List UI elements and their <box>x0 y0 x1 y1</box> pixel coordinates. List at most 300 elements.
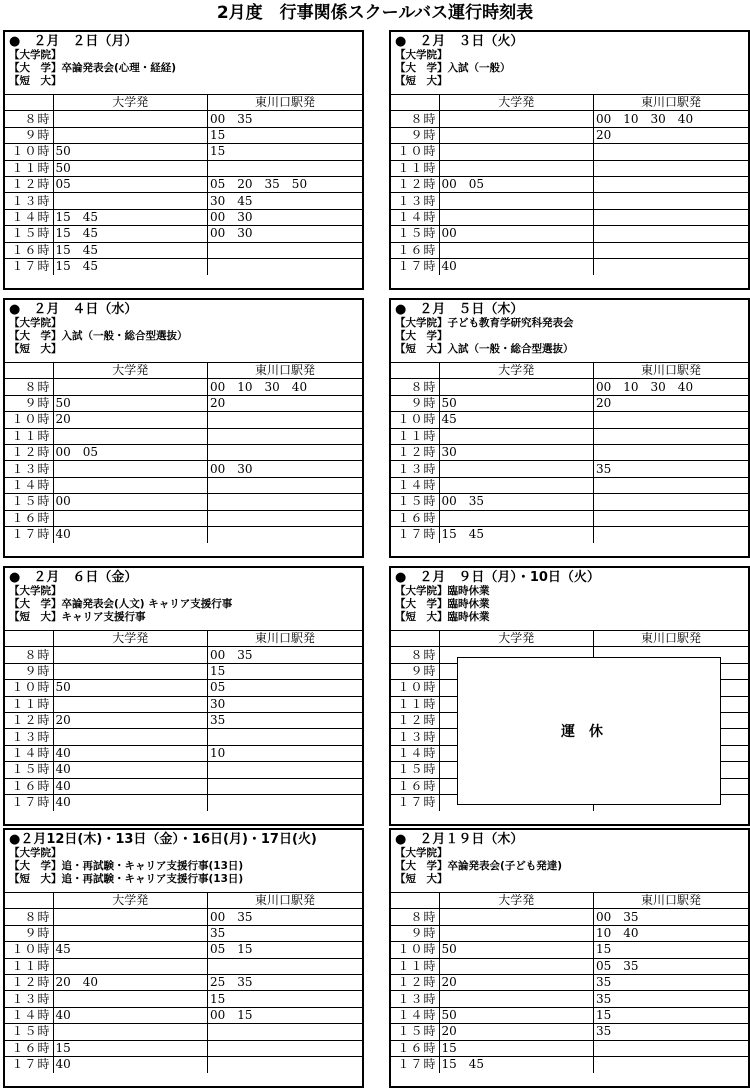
table-row <box>391 925 748 941</box>
hour-cell: １７時 <box>5 794 53 810</box>
hour-cell: １１時 <box>5 160 53 176</box>
station-departure-cell: 20 <box>594 127 749 143</box>
hour-column-header <box>391 893 439 909</box>
station-departure-cell <box>594 242 749 258</box>
table-row <box>5 712 362 728</box>
table-row <box>5 226 362 242</box>
from-station-header: 東川口駅発 <box>208 893 363 909</box>
station-departure-cell: 15 <box>594 1007 749 1023</box>
panel-header <box>5 830 362 892</box>
hour-cell: ９時 <box>5 663 53 679</box>
hour-cell: １２時 <box>5 712 53 728</box>
table-row <box>5 144 362 160</box>
univ-departure-cell: 20 <box>53 412 208 428</box>
hour-cell: １１時 <box>391 696 439 712</box>
station-departure-cell <box>594 193 749 209</box>
table-row <box>5 778 362 794</box>
station-departure-cell <box>208 258 363 274</box>
univ-departure-cell: 50 <box>439 942 594 958</box>
station-departure-cell <box>594 226 749 242</box>
univ-departure-cell <box>53 729 208 745</box>
univ-departure-cell: 50 <box>53 160 208 176</box>
hour-cell: １２時 <box>5 176 53 192</box>
station-departure-cell: 15 <box>208 663 363 679</box>
station-departure-cell: 15 <box>208 991 363 1007</box>
table-row <box>391 144 748 160</box>
table-row <box>391 258 748 274</box>
table-row <box>5 176 362 192</box>
table-row <box>391 958 748 974</box>
table-row <box>5 428 362 444</box>
station-departure-cell: 30 <box>208 696 363 712</box>
from-station-header: 東川口駅発 <box>594 363 749 379</box>
table-row <box>391 942 748 958</box>
hour-column-header <box>5 363 53 379</box>
hour-cell: １０時 <box>391 144 439 160</box>
graduate-line: 【大学院】 <box>9 317 62 329</box>
station-departure-cell: 30 45 <box>208 193 363 209</box>
table-row <box>5 762 362 778</box>
univ-departure-cell: 05 <box>53 176 208 192</box>
table-row <box>5 942 362 958</box>
table-row <box>391 444 748 460</box>
univ-departure-cell: 40 <box>439 258 594 274</box>
univ-departure-cell <box>53 925 208 941</box>
table-row <box>5 909 362 925</box>
table-row <box>5 395 362 411</box>
station-departure-cell: 05 20 35 50 <box>208 176 363 192</box>
table-row <box>391 510 748 526</box>
univ-departure-cell <box>53 127 208 143</box>
table-row <box>391 1040 748 1056</box>
univ-departure-cell <box>439 111 594 127</box>
hour-cell: １７時 <box>391 794 439 810</box>
univ-departure-cell: 50 <box>53 680 208 696</box>
university-line: 【大 学】卒論発表会(心理・経経) <box>9 62 177 74</box>
hour-cell: １４時 <box>391 477 439 493</box>
univ-departure-cell <box>53 510 208 526</box>
station-departure-cell <box>208 729 363 745</box>
table-row <box>5 974 362 990</box>
station-departure-cell: 00 35 <box>594 909 749 925</box>
station-departure-cell: 00 35 <box>208 111 363 127</box>
station-departure-cell: 15 <box>208 127 363 143</box>
hour-cell: １５時 <box>391 494 439 510</box>
from-univ-header: 大学発 <box>439 95 594 111</box>
station-departure-cell <box>208 794 363 810</box>
univ-departure-cell <box>53 111 208 127</box>
panel-header <box>391 32 748 94</box>
hour-cell: １２時 <box>391 176 439 192</box>
timetable <box>5 892 362 1073</box>
graduate-line: 【大学院】 <box>395 847 448 859</box>
station-departure-cell <box>594 1040 749 1056</box>
univ-departure-cell <box>53 958 208 974</box>
hour-cell: １６時 <box>5 242 53 258</box>
univ-departure-cell: 45 <box>439 412 594 428</box>
station-departure-cell <box>594 510 749 526</box>
univ-departure-cell <box>439 925 594 941</box>
table-row <box>391 477 748 493</box>
hour-cell: １６時 <box>5 778 53 794</box>
station-departure-cell: 35 <box>208 925 363 941</box>
univ-departure-cell <box>439 144 594 160</box>
table-row <box>5 111 362 127</box>
univ-departure-cell <box>439 991 594 1007</box>
station-departure-cell <box>208 494 363 510</box>
hour-cell: １５時 <box>5 226 53 242</box>
station-departure-cell: 20 <box>594 395 749 411</box>
station-departure-cell <box>208 412 363 428</box>
table-row <box>5 510 362 526</box>
panel-date: ● ２月１９日（木） <box>395 832 524 847</box>
timetable <box>391 94 748 275</box>
junior-college-line: 【短 大】追・再試験・キャリア支援行事(13日) <box>9 873 244 885</box>
table-row <box>391 412 748 428</box>
hour-column-header <box>391 363 439 379</box>
table-row <box>391 974 748 990</box>
from-univ-header: 大学発 <box>53 95 208 111</box>
univ-departure-cell: 40 <box>53 762 208 778</box>
table-row <box>391 909 748 925</box>
hour-cell: ８時 <box>391 111 439 127</box>
hour-cell: １５時 <box>391 226 439 242</box>
hour-cell: ８時 <box>5 111 53 127</box>
univ-departure-cell: 50 <box>439 1007 594 1023</box>
hour-cell: １３時 <box>391 193 439 209</box>
univ-departure-cell: 40 <box>53 794 208 810</box>
table-row <box>5 680 362 696</box>
timetable <box>391 892 748 1073</box>
station-departure-cell <box>208 762 363 778</box>
station-departure-cell <box>208 778 363 794</box>
from-station-header: 東川口駅発 <box>208 631 363 647</box>
univ-departure-cell: 40 <box>53 745 208 761</box>
table-row <box>391 160 748 176</box>
table-row <box>391 379 748 395</box>
univ-departure-cell <box>53 193 208 209</box>
hour-cell: １０時 <box>5 680 53 696</box>
hour-cell: １５時 <box>391 762 439 778</box>
table-row <box>5 127 362 143</box>
hour-cell: １０時 <box>5 144 53 160</box>
hour-cell: １５時 <box>5 494 53 510</box>
schedule-panel <box>3 30 364 290</box>
station-departure-cell: 00 30 <box>208 226 363 242</box>
table-row <box>391 526 748 542</box>
hour-cell: １５時 <box>391 1024 439 1040</box>
univ-departure-cell <box>439 909 594 925</box>
table-row <box>5 412 362 428</box>
station-departure-cell <box>594 258 749 274</box>
station-departure-cell <box>208 958 363 974</box>
table-row <box>5 647 362 663</box>
univ-departure-cell: 15 45 <box>53 226 208 242</box>
station-departure-cell <box>594 444 749 460</box>
timetable <box>5 630 362 811</box>
hour-column-header <box>5 95 53 111</box>
hour-cell: １５時 <box>5 762 53 778</box>
hour-cell: １６時 <box>5 510 53 526</box>
graduate-line: 【大学院】 <box>395 49 448 61</box>
from-univ-header: 大学発 <box>439 631 594 647</box>
graduate-line: 【大学院】臨時休業 <box>395 585 490 597</box>
station-departure-cell: 05 15 <box>208 942 363 958</box>
hour-cell: １１時 <box>5 958 53 974</box>
station-departure-cell: 35 <box>594 974 749 990</box>
univ-departure-cell: 30 <box>439 444 594 460</box>
table-row <box>5 526 362 542</box>
panel-header <box>391 300 748 362</box>
hour-cell: １３時 <box>5 461 53 477</box>
univ-departure-cell <box>439 379 594 395</box>
from-univ-header: 大学発 <box>439 363 594 379</box>
station-departure-cell <box>594 412 749 428</box>
table-row <box>391 1056 748 1072</box>
table-row <box>391 428 748 444</box>
hour-cell: １１時 <box>391 958 439 974</box>
univ-departure-cell: 15 <box>53 1040 208 1056</box>
station-departure-cell <box>208 477 363 493</box>
graduate-line: 【大学院】 <box>9 585 62 597</box>
hour-cell: ９時 <box>391 395 439 411</box>
panel-header <box>391 568 748 630</box>
panel-date: ● ２月 ９日（月）・10日（火） <box>395 570 600 585</box>
from-station-header: 東川口駅発 <box>594 893 749 909</box>
hour-cell: １４時 <box>5 1007 53 1023</box>
station-departure-cell: 35 <box>208 712 363 728</box>
station-departure-cell <box>594 144 749 160</box>
table-row <box>5 1040 362 1056</box>
univ-departure-cell: 50 <box>53 395 208 411</box>
station-departure-cell: 00 15 <box>208 1007 363 1023</box>
univ-departure-cell <box>439 477 594 493</box>
table-row <box>5 461 362 477</box>
table-row <box>5 1056 362 1072</box>
univ-departure-cell <box>53 379 208 395</box>
station-departure-cell: 00 30 <box>208 461 363 477</box>
hour-cell: １０時 <box>5 942 53 958</box>
station-departure-cell: 15 <box>208 144 363 160</box>
univ-departure-cell <box>53 663 208 679</box>
junior-college-line: 【短 大】 <box>395 75 448 87</box>
univ-departure-cell: 15 45 <box>439 1056 594 1072</box>
hour-cell: ９時 <box>5 127 53 143</box>
junior-college-line: 【短 大】臨時休業 <box>395 611 490 623</box>
table-row <box>391 991 748 1007</box>
station-departure-cell: 00 10 30 40 <box>594 379 749 395</box>
univ-departure-cell: 15 45 <box>53 258 208 274</box>
university-line: 【大 学】追・再試験・キャリア支援行事(13日) <box>9 860 244 872</box>
schedule-panel <box>389 30 750 290</box>
hour-cell: １６時 <box>391 778 439 794</box>
university-line: 【大 学】卒論発表会(子ども発達) <box>395 860 563 872</box>
from-univ-header: 大学発 <box>53 363 208 379</box>
hour-cell: １０時 <box>391 412 439 428</box>
station-departure-cell <box>594 526 749 542</box>
table-row <box>5 729 362 745</box>
hour-cell: １６時 <box>5 1040 53 1056</box>
station-departure-cell <box>208 526 363 542</box>
panel-date: ● ２月 ６日（金） <box>9 570 138 585</box>
from-station-header: 東川口駅発 <box>594 631 749 647</box>
univ-departure-cell: 45 <box>53 942 208 958</box>
station-departure-cell: 20 <box>208 395 363 411</box>
hour-cell: １３時 <box>391 729 439 745</box>
hour-cell: １４時 <box>5 745 53 761</box>
station-departure-cell <box>208 444 363 460</box>
station-departure-cell <box>208 428 363 444</box>
university-line: 【大 学】 <box>395 330 448 342</box>
univ-departure-cell <box>53 428 208 444</box>
junior-college-line: 【短 大】 <box>395 873 448 885</box>
station-departure-cell <box>208 510 363 526</box>
schedule-panel <box>389 298 750 558</box>
univ-departure-cell: 00 05 <box>53 444 208 460</box>
table-row <box>5 193 362 209</box>
table-row <box>391 1007 748 1023</box>
hour-column-header <box>5 893 53 909</box>
hour-cell: １７時 <box>5 258 53 274</box>
station-departure-cell <box>594 209 749 225</box>
univ-departure-cell: 20 <box>439 974 594 990</box>
hour-cell: １６時 <box>391 510 439 526</box>
hour-cell: ９時 <box>391 127 439 143</box>
hour-cell: １４時 <box>391 1007 439 1023</box>
schedule-panel <box>3 828 364 1088</box>
from-univ-header: 大学発 <box>439 893 594 909</box>
station-departure-cell: 35 <box>594 991 749 1007</box>
hour-cell: １７時 <box>391 526 439 542</box>
hour-cell: １４時 <box>5 209 53 225</box>
station-departure-cell <box>208 1040 363 1056</box>
station-departure-cell <box>594 428 749 444</box>
table-row <box>5 745 362 761</box>
table-row <box>391 111 748 127</box>
university-line: 【大 学】卒論発表会(人文) キャリア支援行事 <box>9 598 233 610</box>
univ-departure-cell: 40 <box>53 526 208 542</box>
hour-cell: １３時 <box>5 729 53 745</box>
schedule-panel <box>389 828 750 1088</box>
timetable <box>5 94 362 275</box>
from-station-header: 東川口駅発 <box>594 95 749 111</box>
hour-cell: １１時 <box>5 428 53 444</box>
hour-column-header <box>391 95 439 111</box>
table-row <box>5 477 362 493</box>
station-departure-cell: 15 <box>594 942 749 958</box>
station-departure-cell: 00 35 <box>208 647 363 663</box>
hour-cell: １４時 <box>391 209 439 225</box>
station-departure-cell: 35 <box>594 1024 749 1040</box>
panel-header <box>5 300 362 362</box>
station-departure-cell <box>208 1056 363 1072</box>
hour-cell: ９時 <box>5 925 53 941</box>
univ-departure-cell: 50 <box>53 144 208 160</box>
table-row <box>391 209 748 225</box>
table-row <box>391 226 748 242</box>
panel-header <box>5 568 362 630</box>
station-departure-cell <box>594 477 749 493</box>
hour-column-header <box>391 631 439 647</box>
univ-departure-cell: 40 <box>53 778 208 794</box>
junior-college-line: 【短 大】キャリア支援行事 <box>9 611 146 623</box>
hour-cell: ８時 <box>391 909 439 925</box>
table-row <box>391 176 748 192</box>
table-row <box>5 1024 362 1040</box>
panel-date: ●２月12日(木)・13日（金）・16日(月)・17日(火) <box>9 832 317 847</box>
schedule-panel <box>3 566 364 826</box>
hour-cell: １３時 <box>391 461 439 477</box>
university-line: 【大 学】臨時休業 <box>395 598 490 610</box>
station-departure-cell <box>594 1056 749 1072</box>
hour-column-header <box>5 631 53 647</box>
univ-departure-cell <box>439 428 594 444</box>
table-row <box>5 258 362 274</box>
hour-cell: １７時 <box>5 526 53 542</box>
table-row <box>391 494 748 510</box>
univ-departure-cell <box>439 193 594 209</box>
from-station-header: 東川口駅発 <box>208 95 363 111</box>
hour-cell: １６時 <box>391 242 439 258</box>
station-departure-cell: 25 35 <box>208 974 363 990</box>
station-departure-cell: 05 35 <box>594 958 749 974</box>
station-departure-cell: 35 <box>594 461 749 477</box>
hour-cell: １０時 <box>391 942 439 958</box>
hour-cell: １１時 <box>5 696 53 712</box>
hour-cell: ８時 <box>5 647 53 663</box>
hour-cell: ９時 <box>391 663 439 679</box>
panel-date: ● ２月 ５日（木） <box>395 302 524 317</box>
university-line: 【大 学】入試（一般・総合型選抜） <box>9 330 188 342</box>
hour-cell: １５時 <box>5 1024 53 1040</box>
univ-departure-cell <box>53 647 208 663</box>
panel-header <box>5 32 362 94</box>
table-row <box>5 494 362 510</box>
table-row <box>5 925 362 941</box>
hour-cell: ８時 <box>391 379 439 395</box>
timetable <box>5 362 362 543</box>
graduate-line: 【大学院】 <box>9 49 62 61</box>
univ-departure-cell: 50 <box>439 395 594 411</box>
from-station-header: 東川口駅発 <box>208 363 363 379</box>
service-suspended-notice: 運休 <box>457 657 721 805</box>
univ-departure-cell: 40 <box>53 1007 208 1023</box>
station-departure-cell: 00 10 30 40 <box>208 379 363 395</box>
station-departure-cell: 10 40 <box>594 925 749 941</box>
univ-departure-cell: 00 05 <box>439 176 594 192</box>
univ-departure-cell <box>53 477 208 493</box>
univ-departure-cell <box>439 209 594 225</box>
table-row <box>5 209 362 225</box>
univ-departure-cell: 15 45 <box>53 242 208 258</box>
univ-departure-cell: 20 <box>53 712 208 728</box>
table-row <box>391 242 748 258</box>
univ-departure-cell: 40 <box>53 1056 208 1072</box>
univ-departure-cell <box>439 461 594 477</box>
panel-date: ● ２月 ４日（水） <box>9 302 138 317</box>
univ-departure-cell: 00 <box>439 226 594 242</box>
table-row <box>5 794 362 810</box>
schedule-panel <box>3 298 364 558</box>
table-row <box>391 127 748 143</box>
univ-departure-cell <box>53 461 208 477</box>
station-departure-cell <box>208 1024 363 1040</box>
from-univ-header: 大学発 <box>53 893 208 909</box>
univ-departure-cell: 15 <box>439 1040 594 1056</box>
table-row <box>5 991 362 1007</box>
hour-cell: １４時 <box>5 477 53 493</box>
hour-cell: １３時 <box>5 991 53 1007</box>
